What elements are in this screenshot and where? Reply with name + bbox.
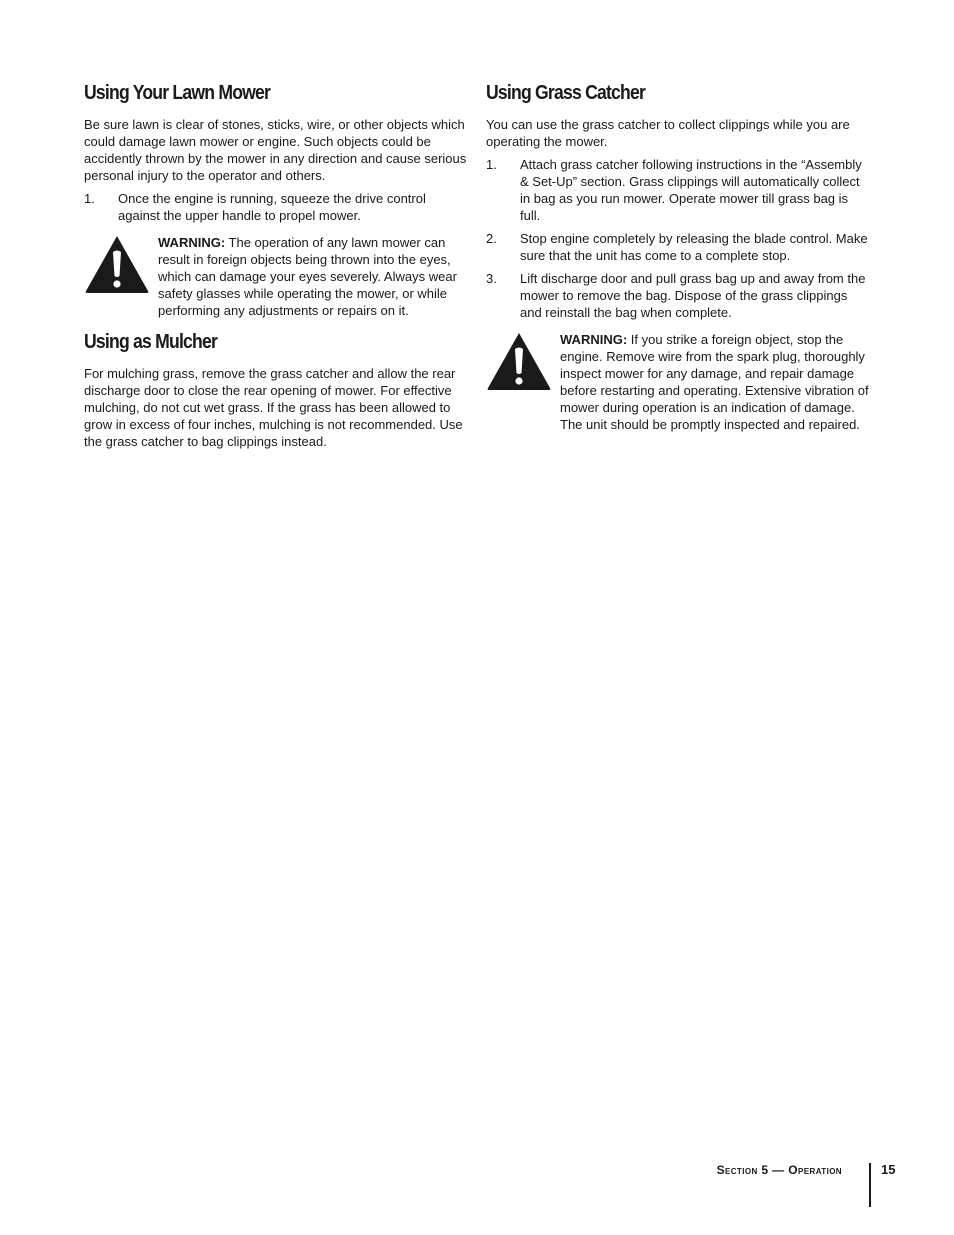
page-number: 15 [881, 1162, 896, 1177]
section-heading-grass-catcher: Using Grass Catcher [486, 82, 646, 104]
step-text: Attach grass catcher following instructions in the “Assembly & Set-Up” section. Grass clippings will automatically collect in bag as you run mower. Operate mower till grass bag is full. [520, 157, 862, 223]
left-column [84, 80, 470, 456]
footer-section-label: Section 5 — Operation [716, 1163, 842, 1177]
list-item [486, 270, 870, 321]
step-number: 1. [486, 157, 497, 172]
warning-body: The operation of any lawn mower can result in foreign objects being thrown into the eyes, which can damage your eyes severely. Always wear safety glasses while operating the mower, or while performing any adjustments or repairs on it. [158, 235, 457, 318]
lawn-mower-intro: Be sure lawn is clear of stones, sticks, wire, or other objects which could damage lawn mower or engine. Such objects could be accidently thrown by the mower in any direction and cause serious personal injury to the operator and others. [84, 117, 467, 183]
footer-divider [869, 1163, 871, 1207]
step-text: Stop engine completely by releasing the blade control. Make sure that the unit has come to a complete stop. [520, 231, 868, 263]
warning-text [158, 234, 470, 319]
warning-label: WARNING: [158, 235, 226, 250]
warning-block-lawn-mower [84, 234, 470, 319]
list-item [84, 190, 470, 224]
warning-triangle-icon [84, 234, 150, 294]
mulcher-body: For mulching grass, remove the grass catcher and allow the rear discharge door to close the rear opening of mower. For effective mulching, do not cut wet grass. If the grass has been allowed to grow in excess of four inches, mulching is not recommended. Use the grass catcher to bag clippings instead. [84, 366, 463, 449]
warning-body: If you strike a foreign object, stop the engine. Remove wire from the spark plug, thoroughly inspect mower for any damage, and repair damage before restarting and operating. Extensive vibration of mower during operation is an indication of damage. The unit should be promptly inspected and repaired. [560, 332, 869, 432]
list-item [486, 230, 870, 264]
section-heading-mulcher: Using as Mulcher [84, 331, 218, 353]
step-text: Once the engine is running, squeeze the drive control against the upper handle to propel mower. [118, 191, 426, 223]
warning-triangle-icon [486, 331, 552, 391]
step-number: 2. [486, 231, 497, 246]
grass-catcher-steps [486, 156, 870, 321]
warning-text [560, 331, 870, 433]
warning-block-grass-catcher [486, 331, 870, 433]
right-column [486, 80, 870, 443]
section-heading-lawn-mower: Using Your Lawn Mower [84, 82, 271, 104]
list-item [486, 156, 870, 224]
lawn-mower-steps [84, 190, 470, 224]
step-number: 3. [486, 271, 497, 286]
grass-catcher-intro: You can use the grass catcher to collect clippings while you are operating the mower. [486, 117, 850, 149]
warning-label: WARNING: [560, 332, 628, 347]
step-text: Lift discharge door and pull grass bag up and away from the mower to remove the bag. Dispose of the grass clippings and reinstall the bag when complete. [520, 271, 866, 320]
step-number: 1. [84, 191, 95, 206]
